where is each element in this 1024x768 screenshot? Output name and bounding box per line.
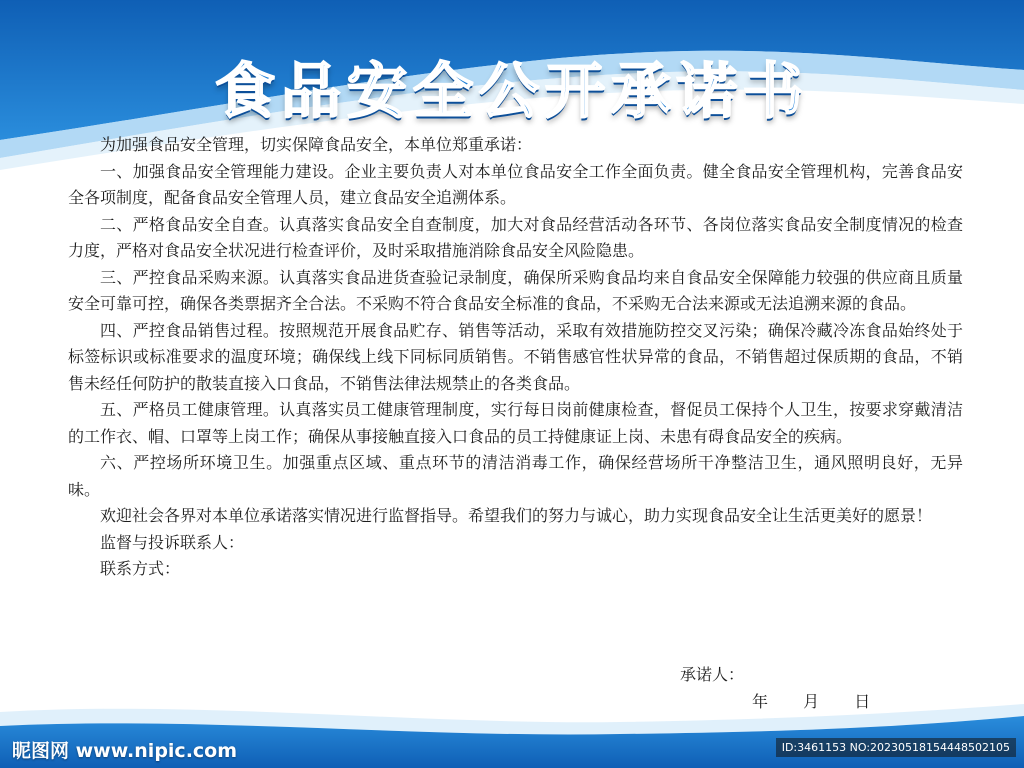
paragraph-item-5: 五、严格员工健康管理。认真落实员工健康管理制度，实行每日岗前健康检查，督促员工保持个人卫生，按要求穿戴清洁的工作衣、帽、口罩等上岗工作；确保从事接触直接入口食品的员工持健康证上岗、未患有碍食品安全的疾病。 bbox=[68, 400, 963, 446]
paragraph-intro: 为加强食品安全管理，切实保障食品安全，本单位郑重承诺： bbox=[100, 135, 533, 154]
paragraph-item-4: 四、严控食品销售过程。按照规范开展食品贮存、销售等活动，采取有效措施防控交叉污染；确保冷藏冷冻食品始终处于标签标识或标准要求的温度环境；确保线上线下同标同质销售。不销售感官性状异常的食品，不销售超过保质期的食品，不销售未经任何防护的散装直接入口食品，不销售法律法规禁止的各类食品。 bbox=[68, 320, 963, 393]
contact-person-label: 监督与投诉联系人： bbox=[100, 532, 245, 552]
contact-method-label: 联系方式： bbox=[100, 559, 181, 578]
paragraph-item-6: 六、严控场所环境卫生。加强重点区域、重点环节的清洁消毒工作，确保经营场所干净整洁卫生，通风照明良好，无异味。 bbox=[68, 453, 963, 499]
watermark-id: ID:3461153 NO:20230518154448502105 bbox=[776, 738, 1016, 757]
paragraph-item-2: 二、严格食品安全自查。认真落实食品安全自查制度，加大对食品经营活动各环节、各岗位落实食品安全制度情况的检查力度，严格对食品安全状况进行检查评价，及时采取措施消除食品安全风险隐患。 bbox=[68, 214, 963, 260]
signature-date bbox=[680, 689, 900, 716]
watermark-brand-text: 昵图网 www.nipic.com bbox=[12, 740, 238, 762]
date-month: 月 bbox=[803, 691, 820, 711]
commitment-body bbox=[68, 132, 963, 583]
signer-label: 承诺人： bbox=[680, 665, 745, 684]
signature-block bbox=[680, 662, 900, 715]
date-day: 日 bbox=[854, 691, 871, 711]
page-title: 食品安全公开承诺书 bbox=[215, 57, 809, 127]
watermark-brand bbox=[12, 736, 237, 763]
paragraph-closing: 欢迎社会各界对本单位承诺落实情况进行监督指导。希望我们的努力与诚心，助力实现食品安全让生活更美好的愿景！ bbox=[100, 506, 933, 525]
paragraph-item-1: 一、加强食品安全管理能力建设。企业主要负责人对本单位食品安全工作全面负责。健全食品安全管理机构，完善食品安全各项制度，配备食品安全管理人员，建立食品安全追溯体系。 bbox=[68, 161, 963, 207]
paragraph-item-3: 三、严控食品采购来源。认真落实食品进货查验记录制度，确保所采购食品均来自食品安全保障能力较强的供应商且质量安全可靠可控，确保各类票据齐全合法。不采购不符合食品安全标准的食品，不采购无合法来源或无法追溯来源的食品。 bbox=[68, 267, 963, 313]
date-year: 年 bbox=[752, 691, 769, 711]
